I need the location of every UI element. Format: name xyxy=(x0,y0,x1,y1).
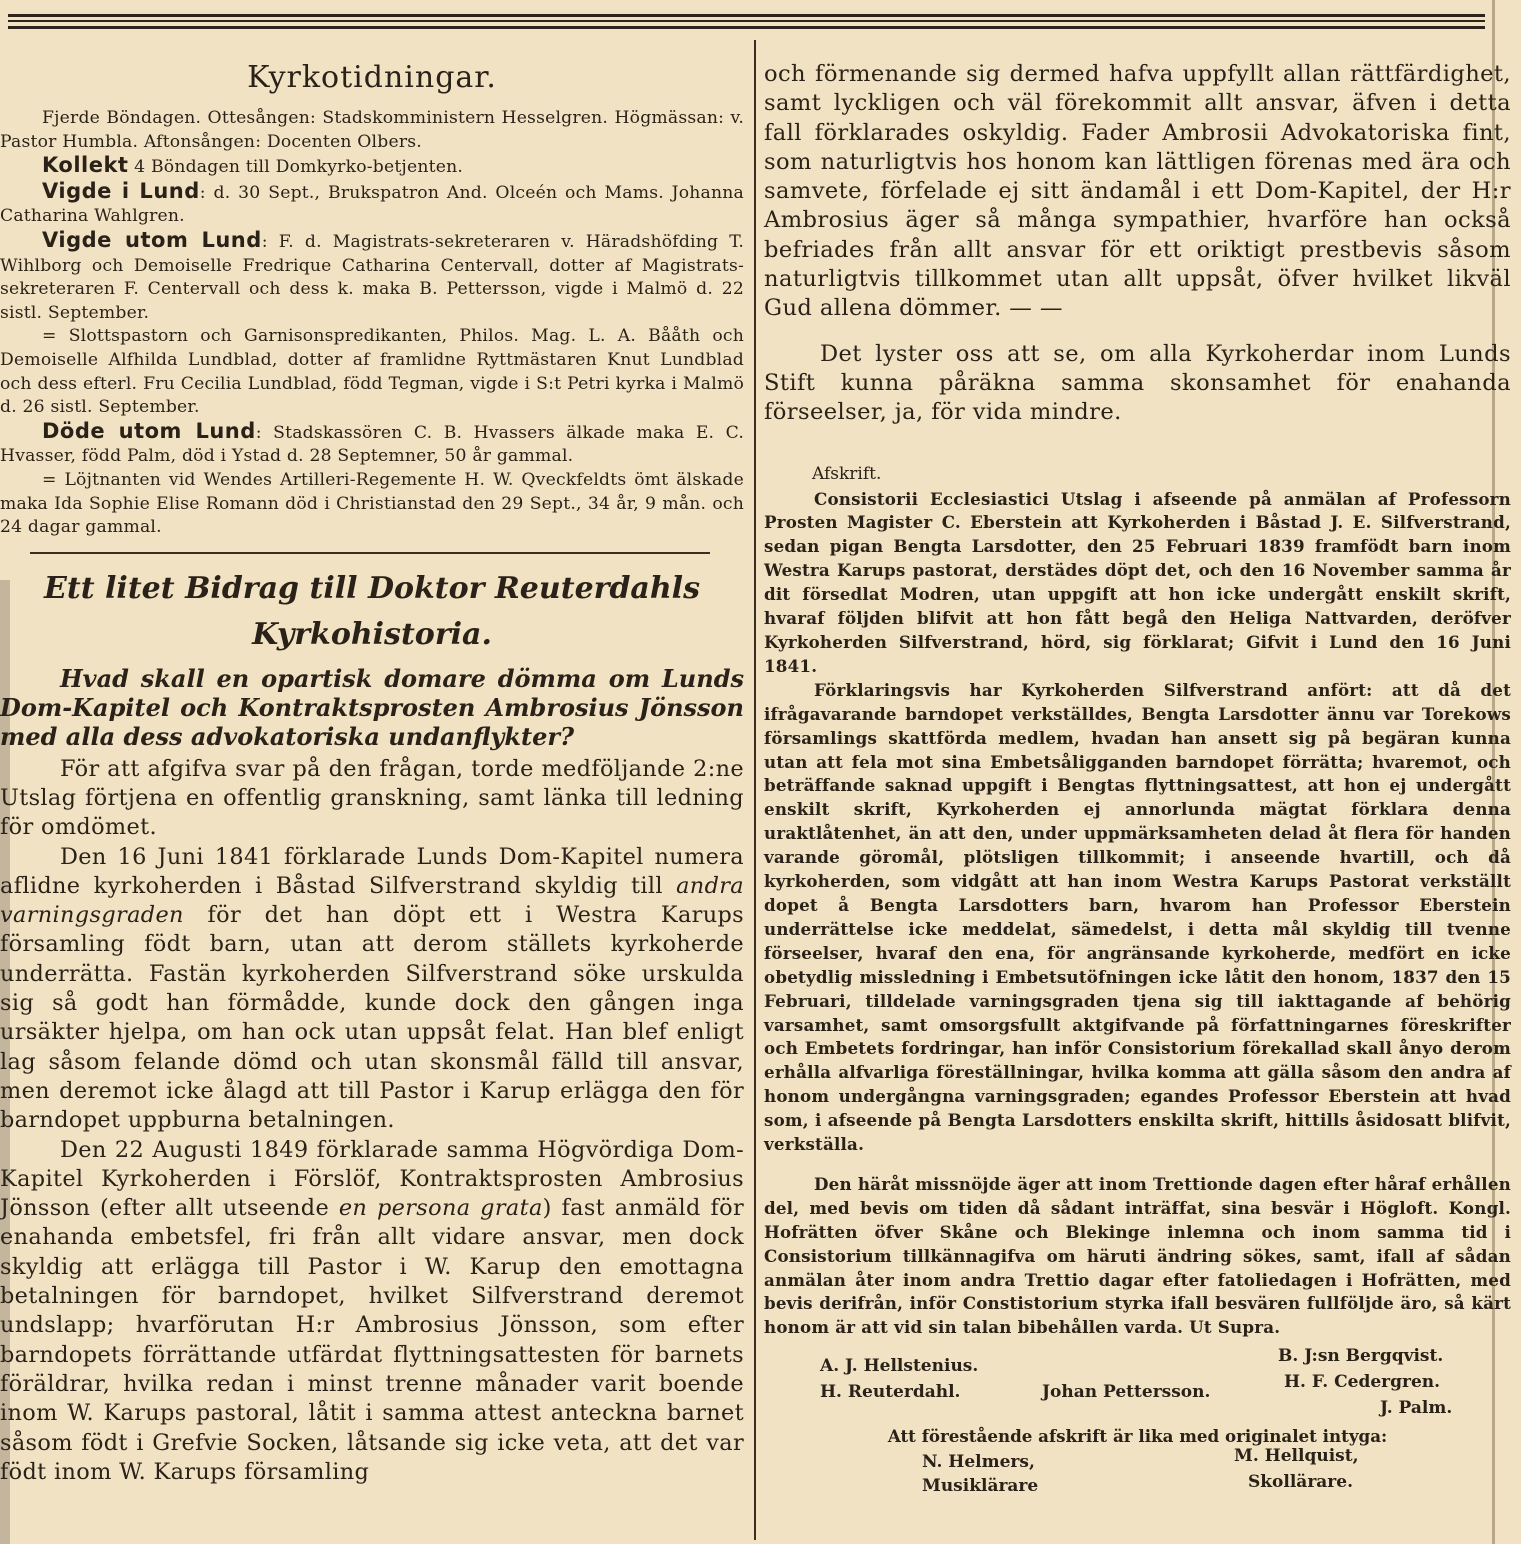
column-divider xyxy=(754,40,756,1540)
utslag-paragraph: Consistorii Ecclesiastici Utslag i afseende på anmälan af Professorn Prosten Magister C. Eberstein att Kyrkoherden i Båstad J. E. Silfverstrand, sedan pigan Bengta Larsdotter, den 25 Februari 1839 framfödt barn inom Westra Karups pastorat, derstädes döpt det, och den 16 November samma år dit försedlat Modren, utan uppgift att hon icke undergått enskilt skrift, hvaraf följden blifvit att hon fått begå den Heliga Nattvarden, deröfver Kyrkoherden Silfverstrand, hörd, sig förklarat; Gifvit i Lund den 16 Juni 1841. xyxy=(764,488,1511,676)
vigde-lund-label: Vigde i Lund xyxy=(42,178,200,203)
utslag-paragraph: Den häråt missnöjde äger att inom Trettionde dagen efter håraf erhållen del, med bevis om tiden då sådant inträffat, sina besvär i Högloft. Kongl. Hofrätten öfver Skåne och Blekinge inlemna och inom samma tid i Consistorium tillkännagifva om häruti ändring sökes, samt, ifall af sådan anmälan åter inom andra Trettio dagar efter fatoliedagen i Hofrätten, med bevis derifrån, inför Constistorium styrka ifall besvären fullföljde äro, så kärt honom är att vid sin talan bibehållen varda. Ut Supra. xyxy=(764,1173,1511,1338)
signature: N. Helmers, xyxy=(922,1452,1035,1473)
signature: M. Hellquist, xyxy=(1234,1446,1359,1467)
left-column xyxy=(0,50,744,1487)
signature: Johan Pettersson. xyxy=(1042,1382,1211,1403)
article-title: Ett litet Bidrag till Doktor Reuterdahls Kyrkohistoria. xyxy=(44,570,700,652)
continued-paragraph: och förmenande sig dermed hafva uppfyllt allan rättfärdighet, samt lyckligen och väl förekommit allt ansvar, äfven i detta fall förklarades oskyldig. Fader Ambrosii Advokatoriska fint, som naturligtvis hos honom kan lättligen förenas med ära och samvete, förfelade ej sitt ändamål i ett Dom-Kapitel, der H:r Ambrosius äger så många sympathier, hvarföre han också befriades från allt ansvar för ett oriktigt prestbevis såsom naturligtvis tillkommet utan allt uppsåt, öfver hvilket likväl Gud allena dömmer. — — xyxy=(764,61,1511,322)
signature-title: Skollärare. xyxy=(1248,1472,1353,1493)
article-paragraph: För att afgifva svar på den frågan, torde medföljande 2:ne Utslag förtjena en offentlig granskning, samt länka till ledning för omdömet. xyxy=(0,755,744,841)
dode-label: Döde utom Lund xyxy=(42,418,256,443)
kyrkotidningar-heading: Kyrkotidningar. xyxy=(247,60,497,95)
vigde-utom-label: Vigde utom Lund xyxy=(42,227,262,252)
signature: H. Reuterdahl. xyxy=(820,1382,961,1403)
signature: B. J:sn Bergqvist. xyxy=(1278,1346,1444,1367)
article-paragraph: Det lyster oss att se, om alla Kyrkoherdar inom Lunds Stift kunna påräkna samma skonsamhet för enahanda förseelser, ja, för vida mindre. xyxy=(764,340,1511,426)
kollekt-paragraph: Kollekt 4 Böndagen till Domkyrko-betjenten. xyxy=(42,153,464,178)
signature: A. J. Hellstenius. xyxy=(820,1356,979,1377)
top-rule xyxy=(8,14,1485,17)
article-lead: Hvad skall en opartisk domare dömma om Lunds Dom-Kapitel och Kontraktsprosten Ambrosius Jönsson med alla dess advokatoriska undanflykter? xyxy=(0,663,744,751)
signature: J. Palm. xyxy=(1380,1398,1453,1419)
vigde-utom-paragraph: Vigde utom Lund: F. d. Magistrats-sekreteraren v. Häradshöfding T. Wihlborg och Demoiselle Fredrique Catharina Centervall, dotter af Magistrats-sekreteraren F. Centervall och dess k. maka B. Pettersson, vigde i Malmö d. 22 sistl. September. xyxy=(0,227,745,323)
signature: H. F. Cedergren. xyxy=(1284,1372,1441,1393)
kollekt-label: Kollekt xyxy=(42,153,129,178)
top-rule xyxy=(8,20,1485,22)
article-paragraph: Den 16 Juni 1841 förklarade Lunds Dom-Kapitel numera aflidne kyrkoherden i Båstad Silfverstrand skyldig till andra varningsgraden för det han döpt ett i Westra Karups församling födt barn, utan att derom ställets kyrkoherde underrätta. Fastän kyrkoherden Silfverstrand söke urskulda sig så godt han förmådde, kunde dock den gången inga ursäkter hjelpa, om han ock utan uppsåt felat. Han blef enligt lag såsom felande dömd och utan skonsmål fälld till ansvar, men deremot icke ålagd att till Pastor i Karup erlägga den för barndopet uppburna betalningen. xyxy=(0,843,744,1134)
article-paragraph: Den 22 Augusti 1849 förklarade samma Högvördiga Dom-Kapitel Kyrkoherden i Förslöf, Kontraktsprosten Ambrosius Jönsson (efter allt utseende en persona grata) fast anmäld för enahanda embetsfel, fri från allt vidare ansvar, men dock skyldig att erlägga till Pastor i W. Karup den emottagna betalningen för barndopet, hvilket Silfverstrand deremot undslapp; hvarförutan H:r Ambrosius Jönsson, som efter barndopets förrättande utfärdat flyttningsattesten för barnets föräldrar, hvilka redan i minst trenne månader varit boende inom W. Karups pastoral, låtit i samma attest anteckna barnet såsom födt i Grefvie Socken, låtsande sig icke veta, att det var födt inom W. Karups församling xyxy=(0,1136,744,1485)
slottspastor-paragraph: = Slottspastorn och Garnisonspredikanten, Philos. Mag. L. A. Bååth och Demoiselle Alfhilda Lundblad, dotter af framlidne Ryttmästaren Knut Lundblad och dess efterl. Fru Cecilia Lundblad, född Tegman, vigde i S:t Petri kyrka i Malmö d. 26 sistl. September. xyxy=(0,326,744,418)
dode-paragraph: Döde utom Lund: Stadskassören C. B. Hvassers älkade maka E. C. Hvasser, född Palm, död i Ystad d. 28 Septemner, 50 år gammal. xyxy=(0,418,744,467)
signature-block xyxy=(764,1340,1511,1450)
lojtnant-paragraph: = Löjtnanten vid Wendes Artilleri-Regemente H. W. Qveckfeldts ömt älskade maka Ida Sophie Elise Romann död i Christianstad den 29 Sept., 34 år, 9 mån. och 24 dagar gammal. xyxy=(0,469,744,538)
section-separator xyxy=(30,552,710,554)
top-rule xyxy=(8,26,1485,29)
kyrko-paragraph: Fjerde Böndagen. Ottesången: Stadskomministern Hesselgren. Högmässan: v. Pastor Humbla. Aftonsången: Docenten Olbers. xyxy=(0,108,744,152)
right-column xyxy=(764,60,1511,1506)
utslag-paragraph: Förklaringsvis har Kyrkoherden Silfverstrand anfört: att då det ifrågavarande barndopet verkställdes, Bengta Larsdotter ännu var Torekows församlings skattförda medlem, hvadan han ansett sig på begäran kunna utan att fela mot sina Embetsåligganden barndopet förrätta; hvaremot, och beträffande saknad uppgift i Bengtas flyttningsattest, att hon ej undergått enskilt skrift, Kyrkoherden ej annorlunda mägtat förklara denna uraktlåtenhet, än att den, under uppmärksamheten delad åt flera för handen varande göromål, plötsligen tillkommit; i anseende hvartill, och då kyrkoherden, som vidgått att han inom Westra Karups Pastorat verkställt dopet å Bengta Larsdotters barn, hvarom han Professor Eberstein underrättelse icke meddelat, sämedelst, i detta mål skyldig till tvenne förseelser, hvaraf den ena, för angränsande kyrkoherde, medfört en icke obetydlig missledning i Embetsutöfningen icke låtit den honom, 1837 den 15 Februari, tilldelade varningsgraden tjena sig till iakttagande af behörig varsamhet, samt omsorgsfullt aktgifvande på författningarnes föreskrifter och Embetets fordringar, han inför Consistorium förekallad skall ånyo derom erhålla alfvarliga föreställningar, hvilka komma att gälla såsom den andra af honom undergångna varningsgraden; egandes Professor Eberstein att hvad som, i afseende på Bengta Larsdotters enskilta skrift, hittills åsidosatt blifvit, verkställa. xyxy=(764,679,1511,1155)
attest-line: Att förestående afskrift är lika med originalet intyga: xyxy=(887,1426,1388,1447)
vigde-lund-paragraph: Vigde i Lund: d. 30 Sept., Brukspatron And. Olceén och Mams. Johanna Catharina Wahlgren. xyxy=(0,178,744,227)
afskrift-heading: Afskrift. xyxy=(812,463,882,484)
signature-title: Musiklärare xyxy=(922,1476,1039,1497)
attest-signatures xyxy=(764,1446,1511,1506)
